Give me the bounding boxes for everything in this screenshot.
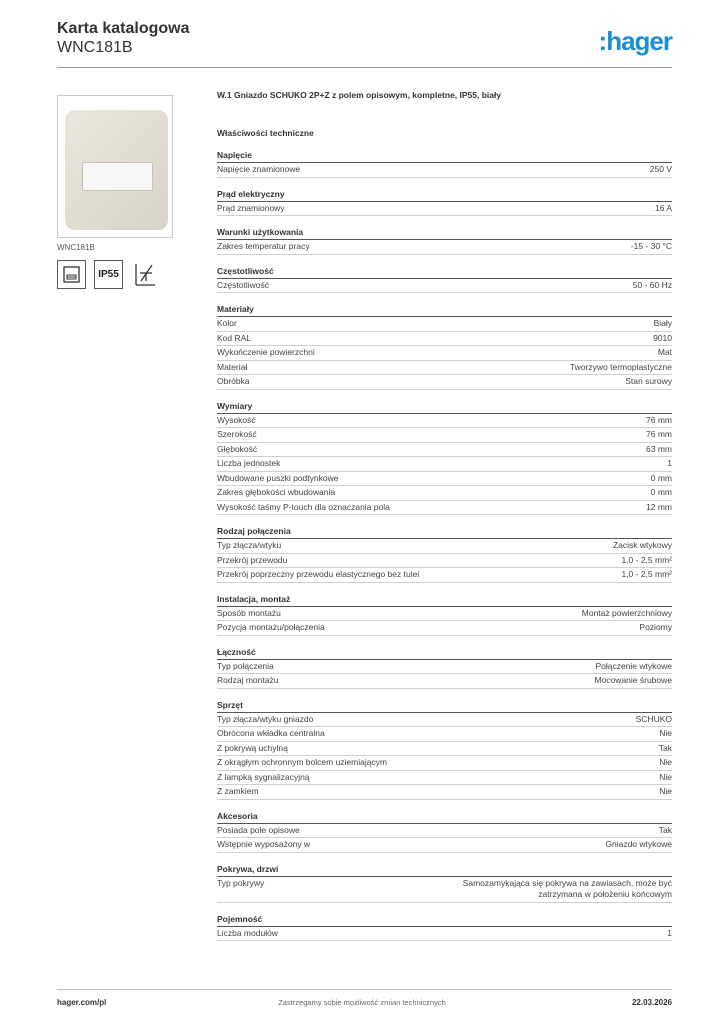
spec-row [217, 317, 672, 332]
document-title: Karta katalogowa [57, 20, 190, 37]
spec-label: Pozycja montażu/połączenia [217, 622, 325, 632]
spec-value: 1 [667, 458, 672, 468]
spec-label: Wykończenie powierzchni [217, 347, 315, 357]
spec-label: Liczba jednostek [217, 458, 281, 468]
spec-row [217, 713, 672, 728]
spec-label: Z zamkiem [217, 786, 259, 796]
spec-row [217, 472, 672, 487]
ip55-label: IP55 [98, 269, 119, 280]
section-title: Wymiary [217, 401, 672, 414]
spec-label: Kod RAL [217, 332, 252, 343]
spec-row [217, 927, 672, 942]
spec-row [217, 771, 672, 786]
spec-value: Tworzywo termoplastyczne [569, 361, 672, 372]
spec-row [217, 346, 672, 361]
footer-note: Zastrzegamy sobie możliwość zmian technicznych [278, 998, 446, 1007]
spec-row [217, 742, 672, 757]
spec-row [217, 486, 672, 501]
spec-label: Materiał [217, 361, 248, 372]
spec-row [217, 443, 672, 458]
spec-label: Wbudowane puszki podtynkowe [217, 472, 339, 483]
section-title: Sprzęt [217, 700, 672, 713]
section-title: Materiały [217, 304, 672, 317]
spec-section [217, 189, 672, 217]
spec-label: Sposób montażu [217, 607, 281, 618]
hager-logo: :hager [598, 26, 672, 56]
spec-row [217, 240, 672, 255]
spec-value: 1,0 - 2,5 mm² [621, 569, 672, 579]
spec-value: Zacisk wtykowy [612, 540, 672, 550]
spec-value: Nie [659, 757, 672, 767]
spec-label: Zakres temperatur pracy [217, 241, 310, 251]
spec-value: 9010 [653, 332, 672, 343]
spec-label: Typ pokrywy [217, 877, 265, 888]
spec-value: 50 - 60 Hz [632, 279, 672, 290]
spec-label: Kolor [217, 318, 237, 328]
spec-row [217, 674, 672, 689]
spec-value: Tak [658, 824, 672, 835]
spec-value: Biały [653, 318, 672, 328]
spec-section [217, 864, 672, 903]
spec-row [217, 332, 672, 347]
section-title: Prąd elektryczny [217, 189, 672, 202]
spec-section [217, 304, 672, 390]
page-header [57, 20, 672, 68]
spec-label: Wysokość [217, 414, 256, 425]
spec-section [217, 227, 672, 255]
spec-value: 1 [667, 927, 672, 938]
spec-label: Obrócona wkładka centralna [217, 728, 325, 738]
spec-label: Częstotliwość [217, 279, 269, 290]
spec-value: 76 mm [646, 414, 672, 425]
spec-row [217, 756, 672, 771]
spec-value: Mat [657, 347, 672, 357]
label-field [82, 162, 153, 191]
section-title: Warunki użytkowania [217, 227, 672, 240]
spec-label: Posiada pole opisowe [217, 824, 300, 835]
spec-value: 0 mm [650, 487, 672, 497]
spec-row [217, 457, 672, 472]
spec-row [217, 361, 672, 376]
section-title: Pojemność [217, 914, 672, 927]
spec-sections [217, 150, 672, 941]
section-title: Rodzaj połączenia [217, 526, 672, 539]
spec-label: Wysokość taśmy P-touch dla oznaczania pola [217, 501, 390, 512]
spec-section [217, 526, 672, 583]
spec-row [217, 539, 672, 554]
spec-section [217, 401, 672, 516]
spec-row [217, 877, 672, 903]
spec-value: Połączenie wtykowe [595, 660, 672, 671]
spec-content [217, 90, 672, 952]
surface-mount-icon [57, 260, 86, 289]
spec-label: Z pokrywą uchylną [217, 742, 288, 753]
section-title: Częstotliwość [217, 266, 672, 279]
spec-row [217, 202, 672, 217]
spec-section [217, 811, 672, 853]
socket-housing [65, 110, 168, 230]
spec-row [217, 501, 672, 516]
spec-value: Poziomy [639, 622, 672, 632]
footer-date: 22.03.2026 [631, 998, 672, 1007]
spec-value: 1,0 - 2,5 mm² [621, 554, 672, 565]
spec-label: Z lampką sygnalizacyjną [217, 771, 310, 782]
spec-label: Napięcie znamionowe [217, 164, 301, 174]
spec-value: SCHUKO [635, 713, 672, 724]
section-title: Instalacja, montaż [217, 594, 672, 607]
spec-section [217, 647, 672, 689]
spec-label: Rodzaj montażu [217, 675, 279, 685]
spec-row [217, 824, 672, 839]
spec-row [217, 621, 672, 636]
spec-label: Obróbka [217, 376, 250, 386]
section-title: Akcesoria [217, 811, 672, 824]
spec-value: 16 A [654, 202, 672, 213]
spec-value: -15 - 30 °C [630, 241, 672, 251]
spec-value: 63 mm [646, 443, 672, 454]
section-title: Napięcie [217, 150, 672, 163]
footer-divider [57, 989, 672, 990]
spec-value: Montaż powierzchniowy [581, 607, 672, 618]
spec-label: Typ połączenia [217, 660, 274, 671]
spec-value: Nie [659, 728, 672, 738]
product-image [57, 95, 173, 238]
ip55-badge [94, 260, 123, 289]
product-description: W.1 Gniazdo SCHUKO 2P+Z z polem opisowym, kompletne, IP55, biały [217, 90, 502, 100]
spec-label: Typ złącza/wtyku gniazdo [217, 713, 314, 724]
section-title: Pokrywa, drzwi [217, 864, 672, 877]
spec-value: 76 mm [646, 429, 672, 439]
spec-row [217, 414, 672, 429]
spec-section [217, 594, 672, 636]
header-divider [57, 67, 672, 68]
spec-label: Prąd znamionowy [217, 202, 285, 213]
footer-site: hager.com/pl [57, 998, 107, 1007]
spec-label: Przekrój poprzeczny przewodu elastycznego bez tulei [217, 569, 420, 579]
spec-row [217, 607, 672, 622]
spec-value: 12 mm [646, 501, 672, 512]
product-code: WNC181B [57, 39, 133, 56]
spec-section [217, 700, 672, 800]
spec-label: Wstępnie wyposażony w [217, 839, 311, 849]
spec-value: Stan surowy [625, 376, 672, 386]
spec-value: Nie [659, 771, 672, 782]
spec-row [217, 838, 672, 853]
spec-label: Szerokość [217, 429, 257, 439]
spec-value: Samozamykająca się pokrywa na zawiasach, może być zatrzymana w położeniu końcowym [462, 877, 672, 899]
spec-value: Tak [658, 742, 672, 753]
spec-label: Zakres głębokości wbudowania [217, 487, 336, 497]
spec-row [217, 375, 672, 390]
spec-row [217, 554, 672, 569]
technical-heading: Właściwości techniczne [217, 128, 314, 138]
spec-label: Typ złącza/wtyku [217, 540, 282, 550]
spec-row [217, 428, 672, 443]
spec-label: Przekrój przewodu [217, 554, 288, 565]
image-caption: WNC181B [57, 243, 95, 252]
spec-row [217, 660, 672, 675]
spec-row [217, 785, 672, 800]
spec-value: 0 mm [650, 472, 672, 483]
spec-row [217, 727, 672, 742]
spec-label: Głębokość [217, 443, 258, 454]
section-title: Łączność [217, 647, 672, 660]
spec-section [217, 914, 672, 942]
spec-section [217, 266, 672, 294]
spec-label: Liczba modułów [217, 927, 278, 938]
spec-value: 250 V [649, 164, 672, 174]
earthing-icon [131, 260, 160, 289]
spec-row [217, 163, 672, 178]
spec-value: Mocowanie śrubowe [594, 675, 672, 685]
spec-value: Nie [659, 786, 672, 796]
spec-row [217, 568, 672, 583]
spec-row [217, 279, 672, 294]
spec-section [217, 150, 672, 178]
spec-label: Z okrągłym ochronnym bolcem uziemiającym [217, 757, 388, 767]
spec-value: Gniazdo wtykowe [605, 839, 672, 849]
